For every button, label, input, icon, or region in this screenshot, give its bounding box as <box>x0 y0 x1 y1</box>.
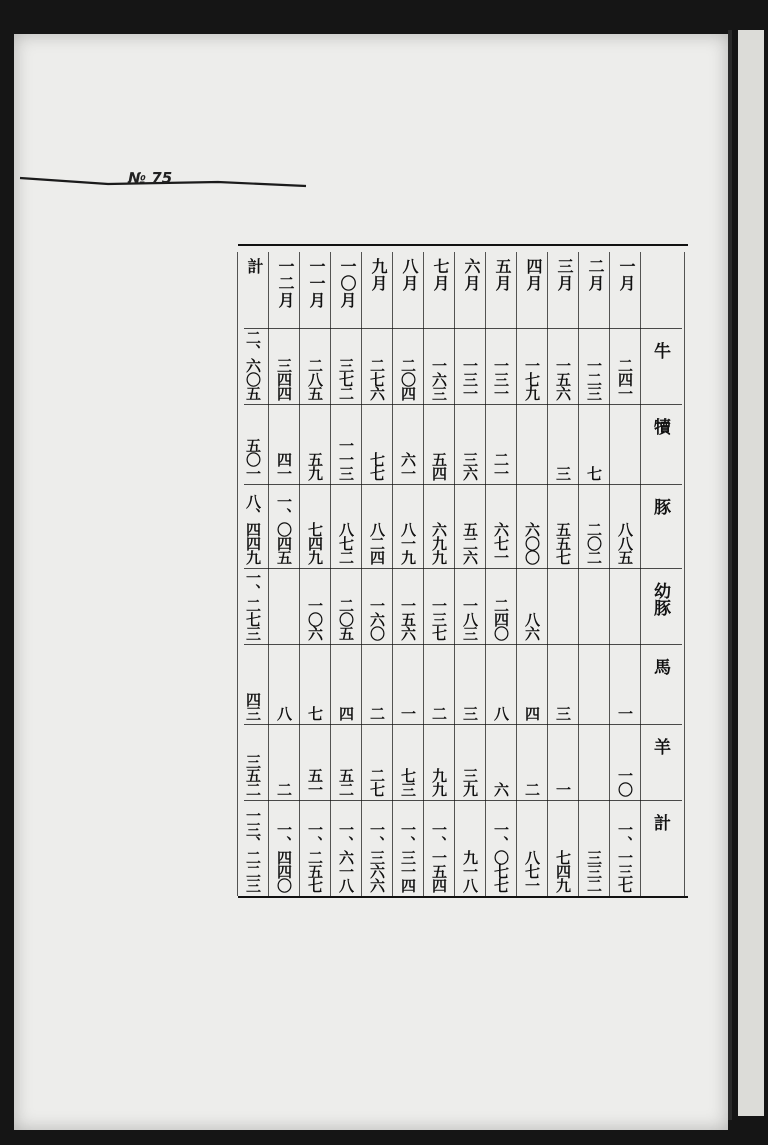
table-cell: 四 <box>337 706 355 720</box>
column-rule <box>392 252 393 896</box>
column-rule <box>578 252 579 896</box>
table-bottom-rule <box>238 896 688 898</box>
table-cell: 二 <box>430 706 448 720</box>
table-cell: 一八三 <box>461 598 479 640</box>
table-cell: 六 <box>492 782 510 796</box>
page-number: № 75 <box>128 169 173 187</box>
column-rule <box>454 252 455 896</box>
facing-page-edge <box>738 30 764 1116</box>
category-separator-rule <box>244 568 682 569</box>
table-cell: 一三、二二三 <box>244 808 262 892</box>
month-label: 一月 <box>617 258 636 292</box>
table-cell: 一 <box>616 706 634 720</box>
table-cell: 二 <box>523 782 541 796</box>
table-cell: 八、四四九 <box>244 494 262 564</box>
table-cell: 七七 <box>368 452 386 480</box>
category-header: 幼豚 <box>650 582 670 616</box>
column-rule <box>361 252 362 896</box>
column-rule <box>640 252 641 896</box>
table-cell: 五九 <box>306 452 324 480</box>
column-rule <box>516 252 517 896</box>
month-label: 五月 <box>493 258 512 292</box>
table-right-rule <box>684 252 685 896</box>
table-cell: 九九 <box>430 768 448 796</box>
table-cell: 二〇二 <box>585 522 603 564</box>
table-cell: 八二四 <box>368 522 386 564</box>
table-cell: 一〇六 <box>306 598 324 640</box>
table-cell: 二 <box>368 706 386 720</box>
column-rule <box>485 252 486 896</box>
table-cell: 二一 <box>492 452 510 480</box>
category-separator-rule <box>244 484 682 485</box>
table-cell: 三四四 <box>275 358 293 400</box>
column-rule <box>237 252 238 896</box>
column-rule <box>609 252 610 896</box>
table-cell: 五一 <box>306 768 324 796</box>
category-header: 計 <box>650 814 670 831</box>
table-cell: 八八五 <box>616 522 634 564</box>
table-cell: 三六 <box>461 452 479 480</box>
table-cell: 七 <box>306 706 324 720</box>
table-cell: 八 <box>275 706 293 720</box>
table-cell: 七 <box>585 466 603 480</box>
table-cell: 三五二 <box>244 754 262 796</box>
table-cell: 一二三 <box>585 358 603 400</box>
table-cell: 八 <box>492 706 510 720</box>
page-number-stamp <box>18 168 308 194</box>
table-cell: 六七一 <box>492 522 510 564</box>
column-rule <box>299 252 300 896</box>
month-label: 一一月 <box>307 258 326 309</box>
table-cell: 五二 <box>337 768 355 796</box>
month-label: 計 <box>245 258 264 275</box>
table-cell: 六一 <box>399 452 417 480</box>
table-cell: 九一八 <box>461 850 479 892</box>
column-rule <box>330 252 331 896</box>
table-cell: 一、六一八 <box>337 822 355 892</box>
table-cell: 四三 <box>244 692 262 720</box>
month-label: 八月 <box>400 258 419 292</box>
table-cell: 二 <box>275 782 293 796</box>
column-rule <box>547 252 548 896</box>
table-cell: 五二六 <box>461 522 479 564</box>
table-cell: 五〇一 <box>244 438 262 480</box>
category-header: 牛 <box>650 342 670 359</box>
table-cell: 一、四四〇 <box>275 822 293 892</box>
table-cell: 三九 <box>461 768 479 796</box>
table-cell: 一、二五七 <box>306 822 324 892</box>
table-cell: 一 <box>399 706 417 720</box>
table-cell: 八一九 <box>399 522 417 564</box>
table-cell: 三 <box>461 706 479 720</box>
table-cell: 一五六 <box>399 598 417 640</box>
livestock-monthly-table <box>238 244 688 916</box>
category-header: 馬 <box>650 658 670 675</box>
table-cell: 二七六 <box>368 358 386 400</box>
column-rule <box>423 252 424 896</box>
category-header: 豚 <box>650 498 670 515</box>
month-label: 七月 <box>431 258 450 292</box>
table-cell: 四一 <box>275 452 293 480</box>
table-cell: 一五六 <box>554 358 572 400</box>
table-cell: 七四九 <box>306 522 324 564</box>
table-cell: 六九九 <box>430 522 448 564</box>
month-label: 三月 <box>555 258 574 292</box>
table-cell: 一、〇四五 <box>275 494 293 564</box>
column-rule <box>268 252 269 896</box>
table-cell: 八六 <box>523 612 541 640</box>
table-cell: 二八五 <box>306 358 324 400</box>
book-gutter <box>728 30 732 1120</box>
category-separator-rule <box>244 328 682 329</box>
table-cell: 一〇 <box>616 768 634 796</box>
month-label: 九月 <box>369 258 388 292</box>
table-cell: 二〇四 <box>399 358 417 400</box>
category-header: 羊 <box>650 738 670 755</box>
table-cell: 三七二 <box>337 358 355 400</box>
table-cell: 一七九 <box>523 358 541 400</box>
table-cell: 八七二 <box>337 522 355 564</box>
category-header: 犢 <box>650 418 670 435</box>
table-cell: 二四〇 <box>492 598 510 640</box>
table-cell: 一三七 <box>430 598 448 640</box>
month-label: 六月 <box>462 258 481 292</box>
month-label: 一〇月 <box>338 258 357 309</box>
table-cell: 五四 <box>430 452 448 480</box>
table-cell: 一三一 <box>461 358 479 400</box>
table-cell: 二、六〇五 <box>244 330 262 400</box>
table-cell: 一、三一四 <box>399 822 417 892</box>
table-cell: 一一三 <box>337 438 355 480</box>
table-cell: 一、〇七七 <box>492 822 510 892</box>
table-cell: 一六〇 <box>368 598 386 640</box>
month-label: 一二月 <box>276 258 295 309</box>
table-cell: 七四九 <box>554 850 572 892</box>
month-label: 四月 <box>524 258 543 292</box>
table-cell: 一三一 <box>492 358 510 400</box>
table-cell: 一 <box>554 782 572 796</box>
table-cell: 八七一 <box>523 850 541 892</box>
month-label: 二月 <box>586 258 605 292</box>
table-cell: 一、一五四 <box>430 822 448 892</box>
table-cell: 二七 <box>368 768 386 796</box>
table-cell: 一六三 <box>430 358 448 400</box>
table-cell: 三三二 <box>585 850 603 892</box>
category-separator-rule <box>244 724 682 725</box>
table-cell: 六〇〇 <box>523 522 541 564</box>
table-cell: 一、一三七 <box>616 822 634 892</box>
category-separator-rule <box>244 644 682 645</box>
table-cell: 二〇五 <box>337 598 355 640</box>
category-separator-rule <box>244 404 682 405</box>
table-cell: 三 <box>554 706 572 720</box>
category-separator-rule <box>244 800 682 801</box>
table-cell: 一、三六六 <box>368 822 386 892</box>
table-cell: 一、二七三 <box>244 570 262 640</box>
table-top-rule <box>238 244 688 246</box>
table-cell: 五五七 <box>554 522 572 564</box>
table-cell: 四 <box>523 706 541 720</box>
table-cell: 七三 <box>399 768 417 796</box>
table-cell: 二四一 <box>616 358 634 400</box>
table-cell: 三 <box>554 466 572 480</box>
